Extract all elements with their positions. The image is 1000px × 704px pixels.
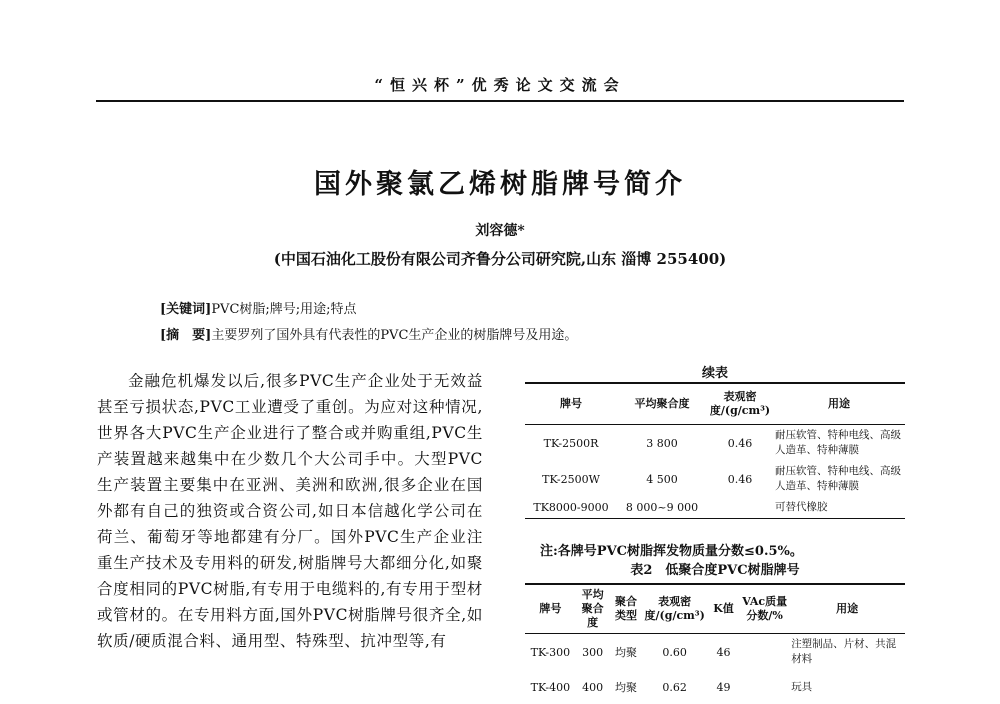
use-cell: 玩具 [791, 680, 813, 693]
column-header: 牌号 [525, 383, 617, 425]
use-cell: 注塑制品、片材、共混材料 [791, 638, 897, 665]
abstract-label: [摘 要] [160, 328, 212, 343]
cell: 均聚 [614, 680, 637, 694]
cell [740, 670, 789, 704]
affiliation: (中国石油化工股份有限公司齐鲁分公司研究院,山东 淄博 255400) [273, 250, 727, 268]
cell: 均聚 [614, 645, 637, 659]
table2 [525, 583, 905, 704]
header-rule [96, 100, 904, 102]
grade-cell: TK8000-9000 [525, 497, 617, 519]
running-header: “恒兴杯”优秀论文交流会 [374, 76, 626, 94]
table-note: 注:各牌号PVC树脂挥发物质量分数≤0.5%。 [540, 544, 803, 559]
table-row [525, 497, 905, 519]
use-cell: 耐压软管、特种电线、高级人造革、特种薄膜 [775, 429, 901, 456]
cell [707, 497, 773, 519]
use-cell: 耐压软管、特种电线、高级人造革、特种薄膜 [775, 465, 901, 492]
grade-cell: TK-2500R [543, 436, 599, 450]
grade-cell: TK-400 [530, 680, 571, 694]
cell: 4 500 [646, 472, 678, 486]
cell: 400 [582, 680, 604, 694]
cell: 3 800 [646, 436, 678, 450]
table-row [525, 670, 905, 704]
table-row [525, 461, 905, 497]
author: 刘容德* [475, 223, 525, 239]
continued-table [525, 382, 905, 519]
table-row [525, 425, 905, 462]
column-header: K值 [707, 584, 740, 634]
table-header-row [525, 584, 905, 634]
column-header: 平均聚合度 [576, 584, 610, 634]
continued-table-caption: 续表 [701, 366, 728, 381]
keywords [160, 298, 357, 317]
keywords-text: PVC树脂;牌号;用途;特点 [211, 302, 357, 317]
grade-cell: TK-300 [530, 645, 571, 659]
table2-caption: 表2 低聚合度PVC树脂牌号 [630, 563, 800, 578]
column-header: 用途 [773, 383, 905, 425]
use-cell: 可替代橡胶 [773, 497, 905, 519]
keywords-label: [关键词] [160, 302, 212, 317]
grade-cell: TK-2500W [542, 472, 600, 486]
table-row [525, 634, 905, 671]
column-header: 牌号 [525, 584, 576, 634]
cell [740, 634, 789, 671]
cell: 8 000~9 000 [617, 497, 707, 519]
cell: 0.46 [727, 436, 753, 450]
column-header: 表观密度/(g/cm³) [707, 383, 773, 425]
column-header: 用途 [789, 584, 905, 634]
cell: 300 [582, 645, 604, 659]
column-header: 聚合类型 [609, 584, 642, 634]
table-header-row [525, 383, 905, 425]
cell: 0.46 [727, 472, 753, 486]
cell: 0.62 [662, 680, 687, 694]
column-header: 平均聚合度 [617, 383, 707, 425]
body-paragraph: 金融危机爆发以后,很多PVC生产企业处于无效益甚至亏损状态,PVC工业遭受了重创。为应对这种情况,世界各大PVC生产企业进行了整合或并购重组,PVC生产装置越来越集中在少数几个大公司手中。大型PVC生产装置主要集中在亚洲、美洲和欧洲,很多企业在国外都有自己的独资或合资公司,如日本信越化学公司在荷兰、葡萄牙等地都建有分厂。国外PVC生产企业注重生产技术及专用料的研发,树脂牌号大都细分化,如聚合度相同的PVC树脂,有专用于电缆料的,有专用于型材或管材的。在专用料方面,国外PVC树脂牌号很齐全,如软质/硬质混合料、通用型、特殊型、抗冲型等,有 [97, 372, 483, 650]
column-header: 表观密度/(g/cm³) [643, 584, 707, 634]
abstract-text: 主要罗列了国外具有代表性的PVC生产企业的树脂牌号及用途。 [211, 328, 578, 343]
cell: 0.60 [662, 645, 687, 659]
article-title: 国外聚氯乙烯树脂牌号简介 [314, 169, 686, 200]
cell: 46 [716, 645, 731, 659]
abstract [160, 324, 577, 343]
column-header: VAc质量分数/% [740, 584, 789, 634]
cell: 49 [716, 680, 731, 694]
